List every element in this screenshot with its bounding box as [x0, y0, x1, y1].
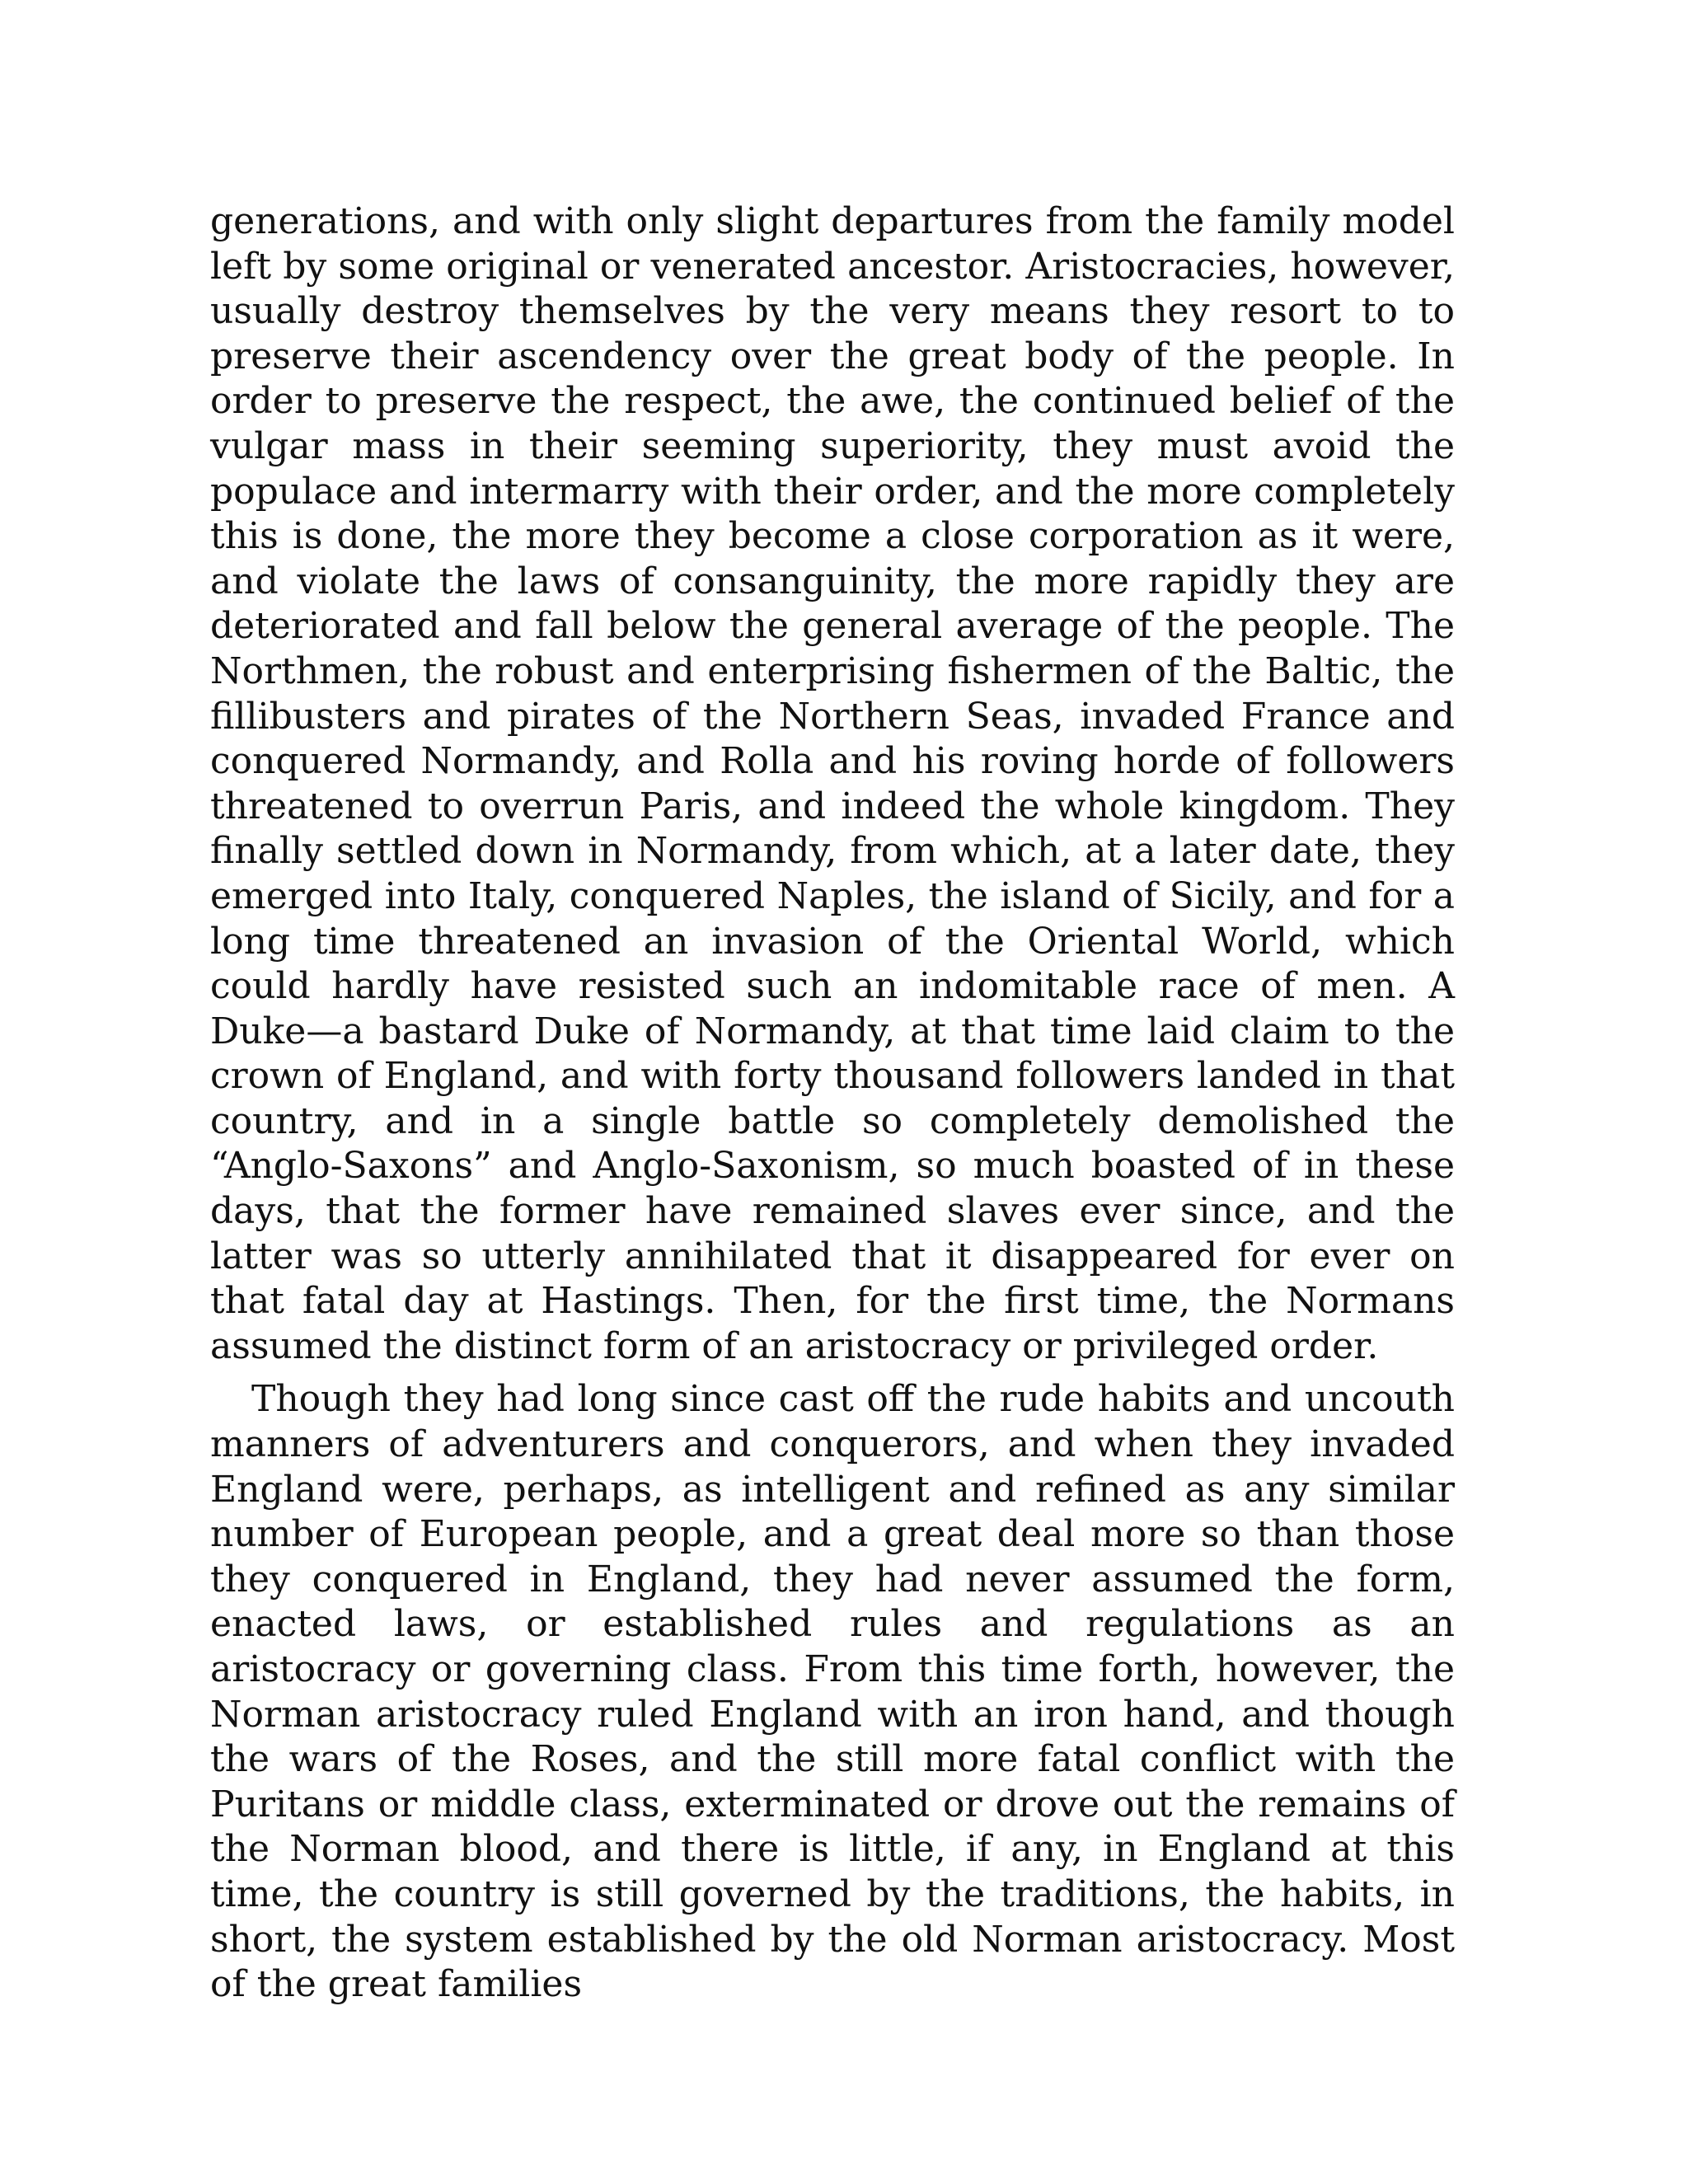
page-body	[210, 199, 1455, 2008]
paragraph: Though they had long since cast off the rude habits and uncouth manners of adventurers and conquerors, and when they invaded England were, perhaps, as intelligent and refined as any similar number of European people, and a great deal more so than those they conquered in England, they had never assumed the form, enacted laws, or established rules and regulations as an aristocracy or governing class. From this time forth, however, the Norman aristocracy ruled England with an iron hand, and though the wars of the Roses, and the still more fatal conflict with the Puritans or middle class, exterminated or drove out the remains of the Norman blood, and there is little, if any, in England at this time, the country is still governed by the traditions, the habits, in short, the system established by the old Norman aristocracy. Most of the great families	[210, 1378, 1455, 2006]
paragraph-continued: generations, and with only slight departures from the family model left by some original or venerated ancestor. Aristocracies, however, usually destroy themselves by the very means they resort to to preserve their ascendency over the great body of the people. In order to preserve the respect, the awe, the continued belief of the vulgar mass in their seeming superiority, they must avoid the populace and intermarry with their order, and the more completely this is done, the more they become a close corporation as it were, and violate the laws of consanguinity, the more rapidly they are deteriorated and fall below the general average of the people. The Northmen, the robust and enterprising fishermen of the Baltic, the fillibusters and pirates of the Northern Seas, invaded France and conquered Normandy, and Rolla and his roving horde of followers threatened to overrun Paris, and indeed the whole kingdom. They finally settled down in Normandy, from which, at a later date, they emerged into Italy, conquered Naples, the island of Sicily, and for a long time threatened an invasion of the Oriental World, which could hardly have resisted such an indomitable race of men. A Duke—a bastard Duke of Normandy, at that time laid claim to the crown of England, and with forty thousand followers landed in that country, and in a single battle so completely demolished the “Anglo-Saxons” and Anglo-Saxonism, so much boasted of in these days, that the former have remained slaves ever since, and the latter was so utterly annihilated that it disappeared for ever on that fatal day at Hastings. Then, for the first time, the Normans assumed the distinct form of an aristocracy or privileged order.	[210, 200, 1455, 1367]
